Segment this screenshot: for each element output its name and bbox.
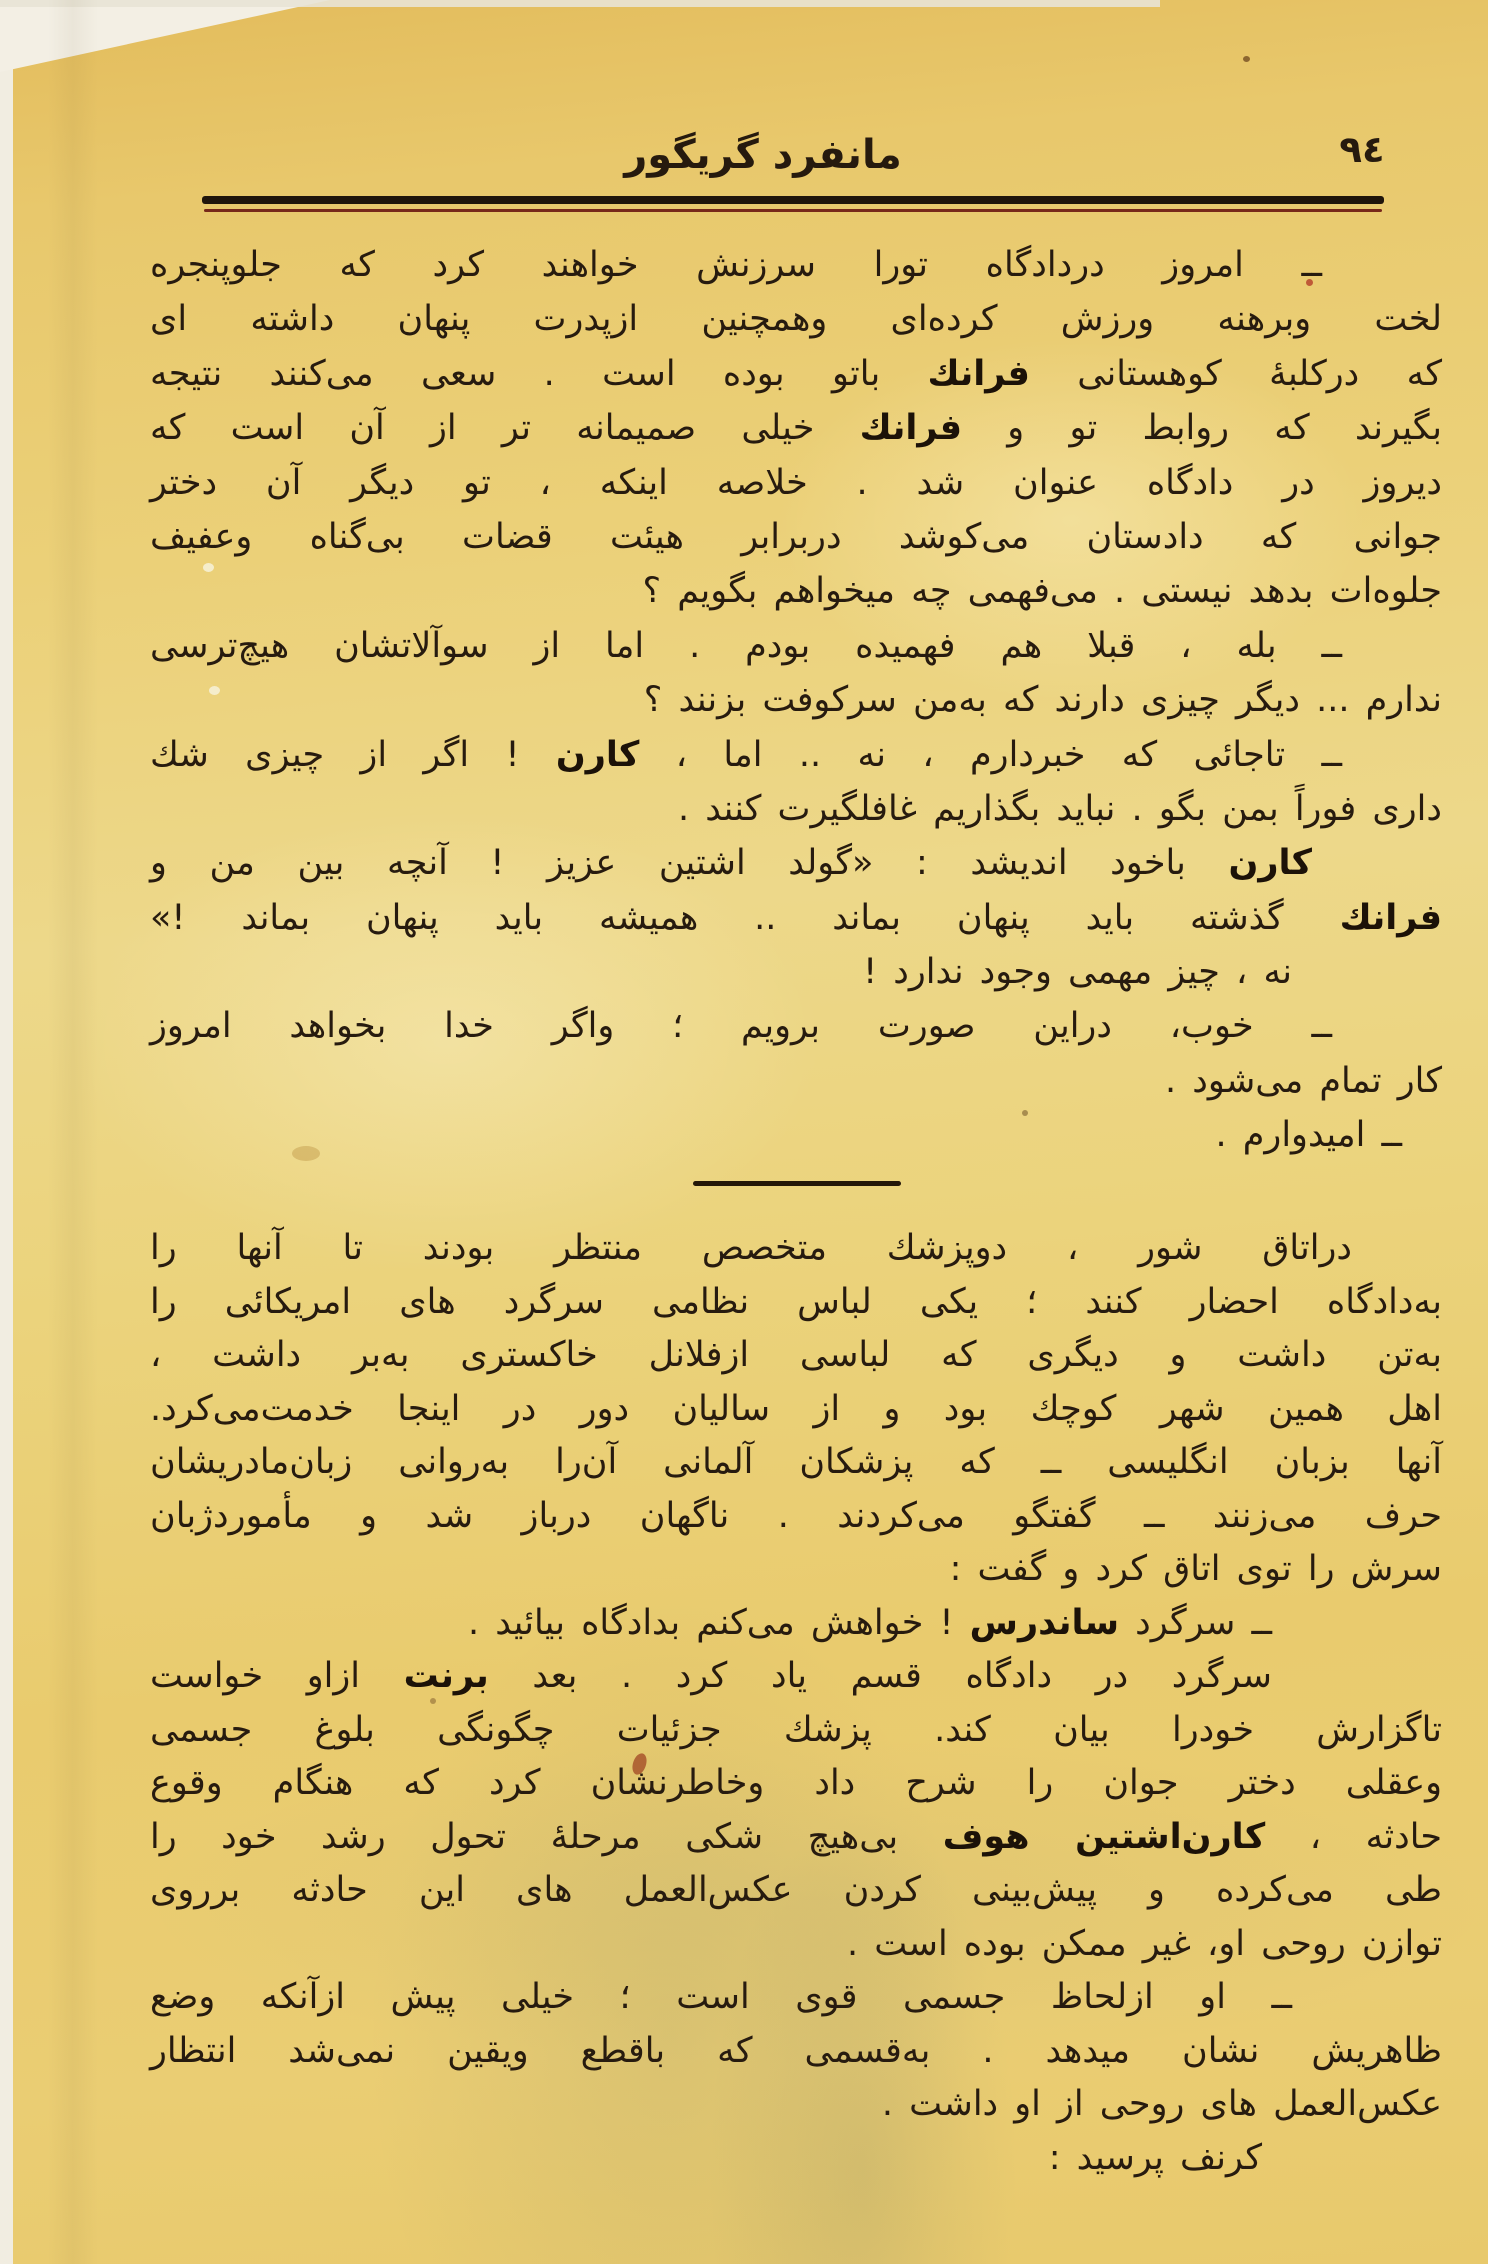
text-run: بگیرند که روابط تو و	[962, 408, 1442, 449]
text-run: سرگرد در دادگاه قسم یاد کرد . بعد	[488, 1656, 1272, 1696]
header-rule-thick	[202, 196, 1384, 204]
emphasized-name: کارن	[555, 734, 640, 775]
text-run: ــ بله ، قبلا هم فهمیده بودم . اما از سوآلاتشان هیچ‌ترسی	[150, 625, 1342, 666]
header-rule-thin	[204, 209, 1382, 212]
text-section-2	[150, 1222, 1442, 2185]
text-run: توازن روحی او، غیر ممکن بوده است .	[847, 1923, 1442, 1964]
text-line	[150, 891, 1442, 945]
text-line	[150, 1811, 1442, 1865]
text-line	[150, 1918, 1442, 1972]
text-line	[150, 1108, 1442, 1162]
text-run: کرنف پرسید :	[1048, 2137, 1262, 2178]
text-run: جوانی که دادستان می‌کوشد دربرابر هیئت قضات بی‌گناه وعفیف	[150, 516, 1442, 557]
text-run: حرف می‌زنند ــ گفتگو می‌کردند . ناگهان درباز شد و مأموردژبان	[150, 1495, 1442, 1536]
text-line	[150, 2132, 1442, 2186]
paper-crease	[48, 0, 98, 2264]
text-run: ! خواهش می‌کنم بدادگاه بیائید .	[468, 1602, 970, 1643]
text-line	[150, 728, 1442, 782]
text-line	[150, 673, 1442, 727]
text-line	[150, 945, 1442, 999]
text-line	[150, 1704, 1442, 1758]
section-divider	[693, 1181, 901, 1186]
text-line	[150, 1222, 1442, 1276]
text-line	[150, 238, 1442, 292]
text-run: وعقلی دختر جوان را شرح داد وخاطرنشان کرد که هنگام وقوع	[150, 1763, 1442, 1803]
text-run: لخت وبرهنه ورزش کرده‌ای وهمچنین ازپدرت پنهان داشته ای	[150, 299, 1442, 340]
text-run: به‌تن داشت و دیگری که لباسی ازفلانل خاکستری به‌بر داشت ،	[150, 1335, 1442, 1375]
text-run: ــ امیدوارم .	[1215, 1115, 1402, 1156]
text-line	[150, 1864, 1442, 1918]
text-run: باتو بوده است . سعی می‌کنند نتیجه	[150, 353, 928, 394]
text-line	[150, 1383, 1442, 1437]
text-run: گذشته باید پنهان بماند .. همیشه باید پنهان بماند !»	[150, 897, 1340, 938]
text-line	[150, 347, 1442, 401]
text-run: تاگزارش خودرا بیان کند. پزشك جزئیات چگونگی بلوغ جسمی	[150, 1709, 1442, 1750]
text-run: آنها بزبان انگلیسی ــ که پزشکان آلمانی آن‌را به‌روانی زبان‌مادریشان	[150, 1442, 1442, 1482]
text-line	[150, 564, 1442, 618]
text-run: نه ، چیز مهمی وجود ندارد !	[863, 952, 1292, 993]
text-run: ــ تاجائی که خبردارم ، نه .. اما ،	[639, 734, 1342, 775]
text-line	[150, 1436, 1442, 1490]
text-line	[150, 1757, 1442, 1811]
text-run: بی‌هیچ شکی مرحلهٔ تحول رشد خود را	[150, 1816, 943, 1857]
paper-speck	[1243, 56, 1250, 62]
text-run: دیروز در دادگاه عنوان شد . خلاصه اینکه ، تو دیگر آن دختر	[150, 462, 1442, 503]
text-run: ندارم ... دیگر چیزی دارند که به‌من سرکوفت بزنند ؟	[643, 680, 1442, 721]
text-run: اهل همین شهر کوچك بود و از سالیان دور در اینجا خدمت‌می‌کرد.	[150, 1388, 1442, 1429]
text-line	[150, 1971, 1442, 2025]
text-run: ــ سرگرد	[1119, 1602, 1272, 1643]
text-line	[150, 510, 1442, 564]
text-run: جلوه‌ات بدهد نیستی . می‌فهمی چه میخواهم بگویم ؟	[642, 571, 1442, 612]
text-line	[150, 836, 1442, 890]
emphasized-name: فرانك	[927, 353, 1030, 394]
emphasized-name: برنت	[403, 1656, 489, 1696]
text-run: حادثه ،	[1265, 1816, 1442, 1857]
text-line	[150, 2025, 1442, 2079]
text-run: ظاهریش نشان میدهد . به‌قسمی که باقطع ویقین نمی‌شد انتظار	[150, 2030, 1442, 2071]
scan-edge-top	[0, 0, 1160, 7]
text-run: به‌دادگاه احضار کنند ؛ یکی لباس نظامی سرگرد های امریکائی را	[150, 1281, 1442, 1322]
emphasized-name: کارن‌اشتین هوف	[942, 1816, 1266, 1857]
text-line	[150, 999, 1442, 1053]
text-run: باخود اندیشد : «گولد اشتین عزیز ! آنچه بین من و	[150, 843, 1229, 884]
text-line	[150, 2078, 1442, 2132]
text-line	[150, 619, 1442, 673]
text-line	[150, 782, 1442, 836]
text-run: ــ او ازلحاظ جسمی قوی است ؛ خیلی پیش ازآنکه وضع	[150, 1977, 1292, 2017]
text-line	[150, 1329, 1442, 1383]
text-run: سرش را توی اتاق کرد و گفت :	[949, 1549, 1442, 1589]
text-run: که درکلبهٔ کوهستانی	[1029, 353, 1443, 394]
text-run: عکس‌العمل های روحی از او داشت .	[881, 2084, 1442, 2124]
text-line	[150, 401, 1442, 455]
text-run: ــ خوب، دراین صورت برویم ؛ واگر خدا بخواهد امروز	[150, 1006, 1332, 1047]
text-line	[150, 1054, 1442, 1108]
text-run: کار تمام می‌شود .	[1165, 1060, 1442, 1101]
text-line	[150, 1276, 1442, 1330]
text-line	[150, 456, 1442, 510]
scan-edge-left	[0, 0, 13, 2264]
text-section-1	[150, 238, 1442, 1163]
emphasized-name: کارن	[1228, 843, 1312, 884]
text-run: دراتاق شور ، دوپزشك متخصص منتظر بودند تا آنها را	[150, 1228, 1352, 1268]
text-line	[150, 1543, 1442, 1597]
text-run: ازاو خواست	[150, 1656, 404, 1696]
text-line	[150, 292, 1442, 346]
text-run: داری فوراً بمن بگو . نباید بگذاریم غافلگیرت کنند .	[678, 788, 1442, 829]
text-run: خیلی صمیمانه تر از آن است که	[150, 408, 860, 449]
text-run: ــ امروز دردادگاه تورا سرزنش خواهند کرد که جلوپنجره	[150, 245, 1322, 285]
page-number: ٩٤	[1339, 128, 1385, 171]
text-run: طی می‌کرده و پیش‌بینی کردن عکس‌العمل های این حادثه برروی	[150, 1870, 1442, 1910]
text-line	[150, 1650, 1442, 1704]
running-header-title: مانفرد گریگور	[624, 132, 902, 178]
text-line	[150, 1490, 1442, 1544]
emphasized-name: فرانك	[859, 408, 963, 449]
emphasized-name: ساندرس	[969, 1602, 1120, 1643]
text-line	[150, 1597, 1442, 1651]
emphasized-name: فرانك	[1339, 897, 1442, 938]
text-run: ! اگر از چیزی شك	[150, 734, 556, 775]
